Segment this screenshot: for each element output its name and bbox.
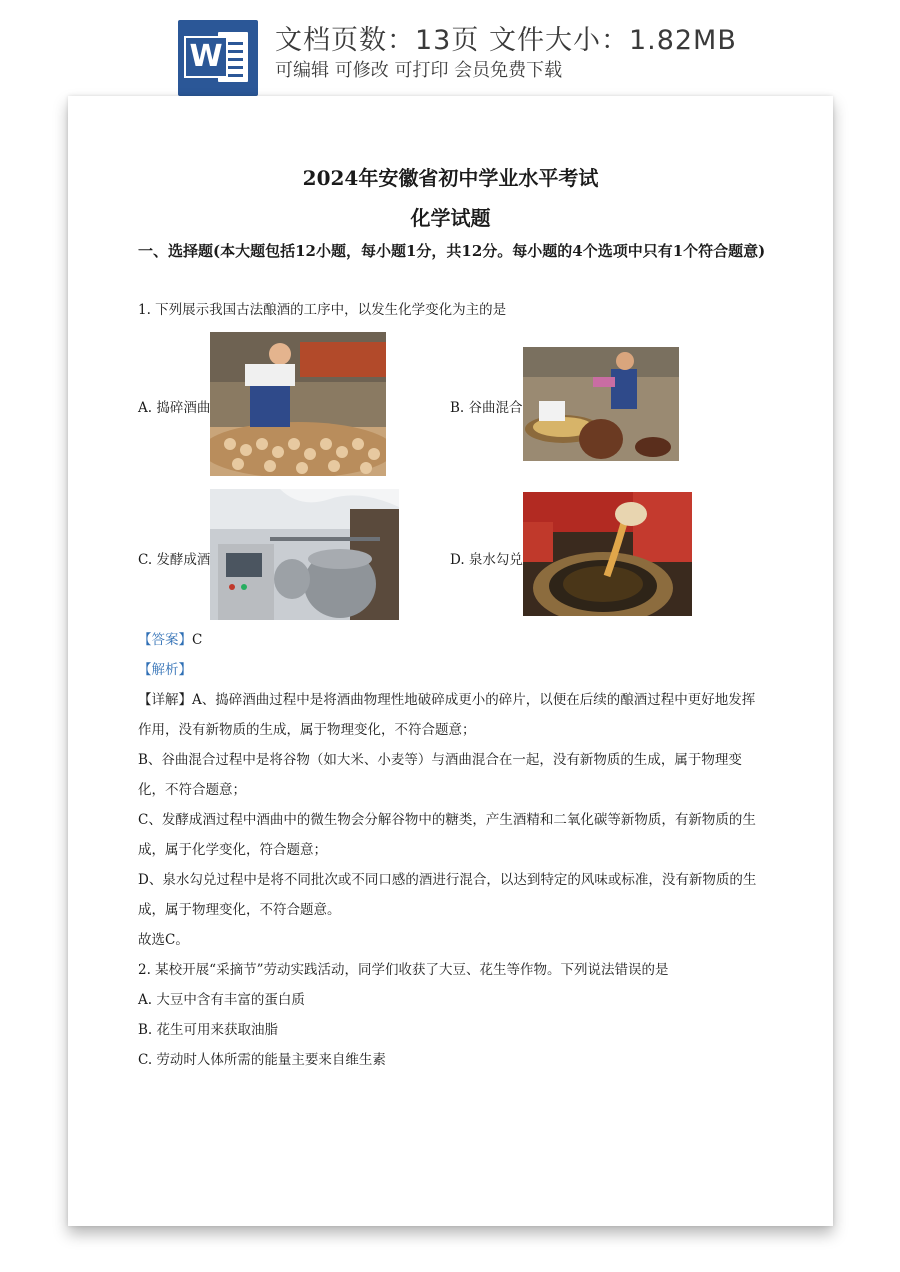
analysis-tag: 【解析】 [138, 662, 192, 678]
option-a-photo [210, 332, 386, 476]
q2-option-c: C. 劳动时人体所需的能量主要来自维生素 [138, 1052, 386, 1068]
download-banner [0, 0, 900, 96]
answer-tag: 【答案】 [138, 632, 192, 648]
section-heading: 一、选择题(本大题包括12小题，每小题1分，共12分。每小题的4个选项中只有1个符合题意) [138, 242, 766, 260]
question-1-stem: 1. 下列展示我国古法酿酒的工序中，以发生化学变化为主的是 [138, 302, 507, 318]
detail-line: 化，不符合题意； [138, 782, 246, 798]
exam-subject: 化学试题 [410, 206, 491, 230]
detail-line: B、谷曲混合过程中是将谷物（如大米、小麦等）与酒曲混合在一起，没有新物质的生成，属于物理变 [138, 752, 742, 768]
option-a-label: A. 捣碎酒曲 [138, 400, 211, 416]
document-page [68, 96, 833, 1226]
detail-line: 作用，没有新物质的生成，属于物理变化，不符合题意； [138, 722, 476, 738]
conclusion-line: 故选C。 [138, 932, 189, 948]
option-c-photo [210, 489, 399, 620]
banner-file-info: 文档页数：13页 文件大小：1.82MB [275, 25, 737, 56]
option-d-photo [523, 492, 692, 616]
detail-line: C、发酵成酒过程中酒曲中的微生物会分解谷物中的糖类，产生酒精和二氧化碳等新物质，有新物质的生 [138, 812, 756, 828]
exam-title: 2024年安徽省初中学业水平考试 [302, 166, 599, 190]
q2-option-a: A. 大豆中含有丰富的蛋白质 [138, 992, 305, 1008]
q2-option-b: B. 花生可用来获取油脂 [138, 1022, 279, 1038]
option-b-label: B. 谷曲混合 [450, 400, 523, 416]
detail-line: D、泉水勾兑过程中是将不同批次或不同口感的酒进行混合，以达到特定的风味或标准，没有新物质的生 [138, 872, 757, 888]
detail-line: 【详解】A、捣碎酒曲过程中是将酒曲物理性地破碎成更小的碎片，以便在后续的酿酒过程中更好地发挥 [138, 692, 756, 708]
detail-line: 成，属于化学变化，符合题意； [138, 842, 327, 858]
option-d-label: D. 泉水勾兑 [450, 552, 523, 568]
detail-line: 成，属于物理变化，不符合题意。 [138, 902, 341, 918]
option-c-label: C. 发酵成酒 [138, 552, 211, 568]
answer-value: C [192, 632, 203, 648]
banner-features: 可编辑 可修改 可打印 会员免费下载 [275, 60, 563, 81]
word-document-icon: W [178, 20, 258, 96]
option-b-photo [523, 347, 679, 461]
question-2-stem: 2. 某校开展“采摘节”劳动实践活动，同学们收获了大豆、花生等作物。下列说法错误的是 [138, 962, 669, 978]
